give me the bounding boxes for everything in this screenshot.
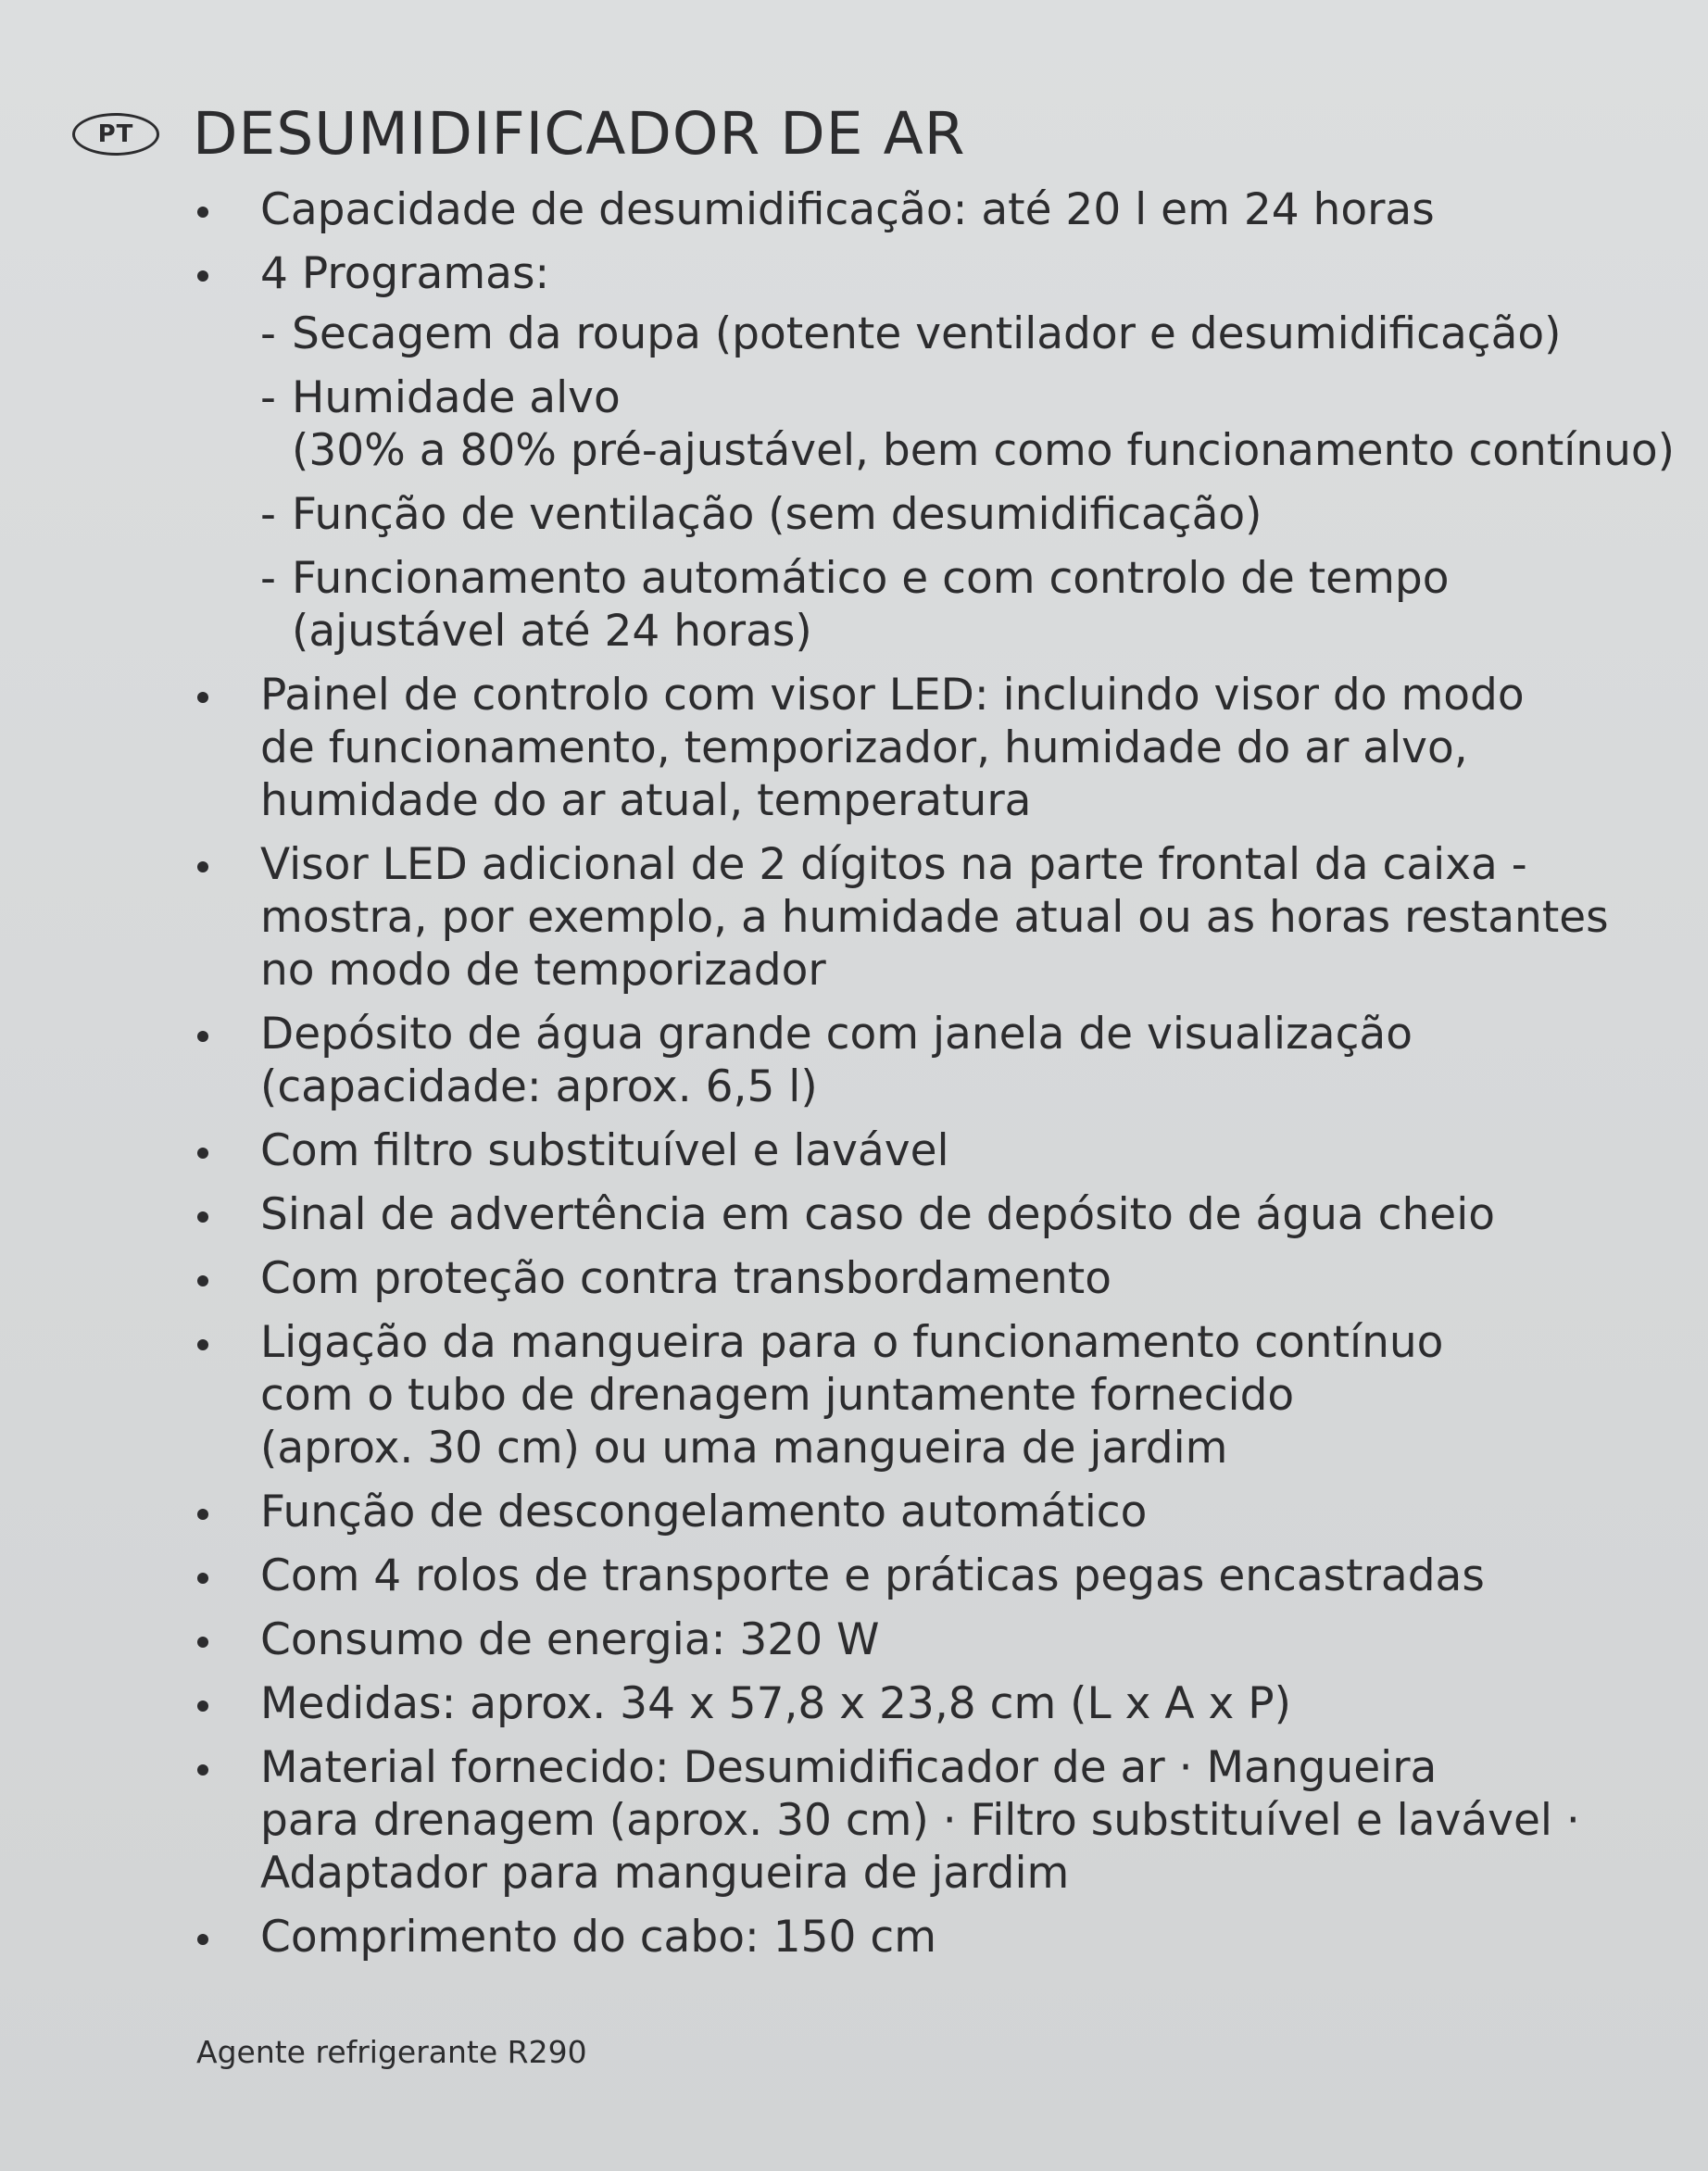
spec-item xyxy=(190,1188,1672,1241)
spec-text-line: no modo de temporizador xyxy=(260,945,826,996)
program-item xyxy=(260,552,1672,658)
spec-text-line: mostra, por exemplo, a humidade atual ou as horas restantes xyxy=(260,892,1609,943)
bullet-icon xyxy=(197,1764,208,1776)
spec-text-line: Função de descongelamento automático xyxy=(260,1487,1148,1537)
program-text-line: (ajustável até 24 horas) xyxy=(292,606,812,657)
spec-item xyxy=(190,183,1672,236)
spec-item xyxy=(190,1613,1672,1666)
bullet-icon xyxy=(197,692,208,703)
dash-marker: - xyxy=(260,553,276,604)
spec-text-line: Material fornecido: Desumidificador de ar · Mangueira xyxy=(260,1742,1438,1793)
spec-text-line: Ligação da mangueira para o funcionamento contínuo xyxy=(260,1317,1444,1368)
spec-item xyxy=(190,669,1672,827)
spec-item xyxy=(190,247,1675,658)
spec-text-line: Adaptador para mangueira de jardim xyxy=(260,1848,1070,1899)
bullet-icon xyxy=(197,861,208,872)
program-list xyxy=(260,307,1675,658)
bullet-icon xyxy=(197,1339,208,1350)
bullet-icon xyxy=(197,207,208,218)
spec-text-line: Sinal de advertência em caso de depósito de água cheio xyxy=(260,1189,1496,1240)
spec-text-line: (aprox. 30 cm) ou uma mangueira de jardim xyxy=(260,1423,1228,1474)
refrigerant-note: Agente refrigerante R290 xyxy=(196,2034,587,2070)
spec-item xyxy=(190,1741,1672,1900)
spec-text-line: Com filtro substituível e lavável xyxy=(260,1125,949,1176)
dash-marker: - xyxy=(260,308,276,359)
bullet-icon xyxy=(197,1148,208,1159)
program-text-line: Humidade alvo xyxy=(292,372,621,423)
bullet-icon xyxy=(197,1031,208,1042)
bullet-icon xyxy=(197,1637,208,1648)
spec-text-line: Com proteção contra transbordamento xyxy=(260,1253,1111,1304)
program-text-line: (30% a 80% pré-ajustável, bem como funcionamento contínuo) xyxy=(292,425,1675,476)
program-item xyxy=(260,488,1672,541)
program-item xyxy=(260,371,1675,477)
spec-text-line: Capacidade de desumidificação: até 20 l em 24 horas xyxy=(260,184,1435,235)
spec-text-line: Medidas: aprox. 34 x 57,8 x 23,8 cm (L x A x P) xyxy=(260,1678,1291,1729)
dash-marker: - xyxy=(260,489,276,540)
spec-item xyxy=(190,1550,1672,1602)
program-item xyxy=(260,307,1672,360)
bullet-icon xyxy=(197,1700,208,1712)
spec-item xyxy=(190,1911,1672,1964)
spec-item xyxy=(190,1252,1672,1305)
bullet-icon xyxy=(197,270,208,282)
spec-text-line: Consumo de energia: 320 W xyxy=(260,1614,880,1665)
program-text-line: Secagem da roupa (potente ventilador e desumidificação) xyxy=(292,308,1562,359)
spec-item xyxy=(190,1316,1672,1475)
spec-text-line: Painel de controlo com visor LED: incluindo visor do modo xyxy=(260,670,1525,721)
bullet-icon xyxy=(197,1211,208,1223)
spec-text-line: Depósito de água grande com janela de visualização xyxy=(260,1009,1413,1060)
bullet-icon xyxy=(197,1509,208,1520)
header xyxy=(72,93,965,176)
spec-item xyxy=(190,838,1672,997)
spec-text-line: Comprimento do cabo: 150 cm xyxy=(260,1912,936,1963)
program-text-line: Função de ventilação (sem desumidificação) xyxy=(292,489,1262,540)
language-badge: PT xyxy=(72,113,159,156)
spec-text-line: com o tubo de drenagem juntamente fornecido xyxy=(260,1370,1295,1421)
page-title: DESUMIDIFICADOR DE AR xyxy=(193,100,966,168)
bullet-icon xyxy=(197,1573,208,1584)
spec-item xyxy=(190,1486,1672,1538)
spec-item xyxy=(190,1008,1672,1113)
dash-marker: - xyxy=(260,372,276,423)
spec-item xyxy=(190,1677,1672,1730)
spec-text-line: humidade do ar atual, temperatura xyxy=(260,775,1032,826)
spec-text-line: Visor LED adicional de 2 dígitos na parte frontal da caixa - xyxy=(260,839,1527,890)
spec-text-line: de funcionamento, temporizador, humidade do ar alvo, xyxy=(260,722,1468,773)
spec-text-line: (capacidade: aprox. 6,5 l) xyxy=(260,1061,818,1112)
spec-text-line: 4 Programas: xyxy=(260,248,550,299)
bullet-icon xyxy=(197,1934,208,1945)
spec-text-line: Com 4 rolos de transporte e práticas pegas encastradas xyxy=(260,1550,1485,1601)
spec-item xyxy=(190,1124,1672,1177)
spec-text-line: para drenagem (aprox. 30 cm) · Filtro substituível e lavável · xyxy=(260,1795,1580,1846)
program-text-line: Funcionamento automático e com controlo de tempo xyxy=(292,553,1450,604)
spec-list xyxy=(190,183,1675,1975)
bullet-icon xyxy=(197,1275,208,1286)
